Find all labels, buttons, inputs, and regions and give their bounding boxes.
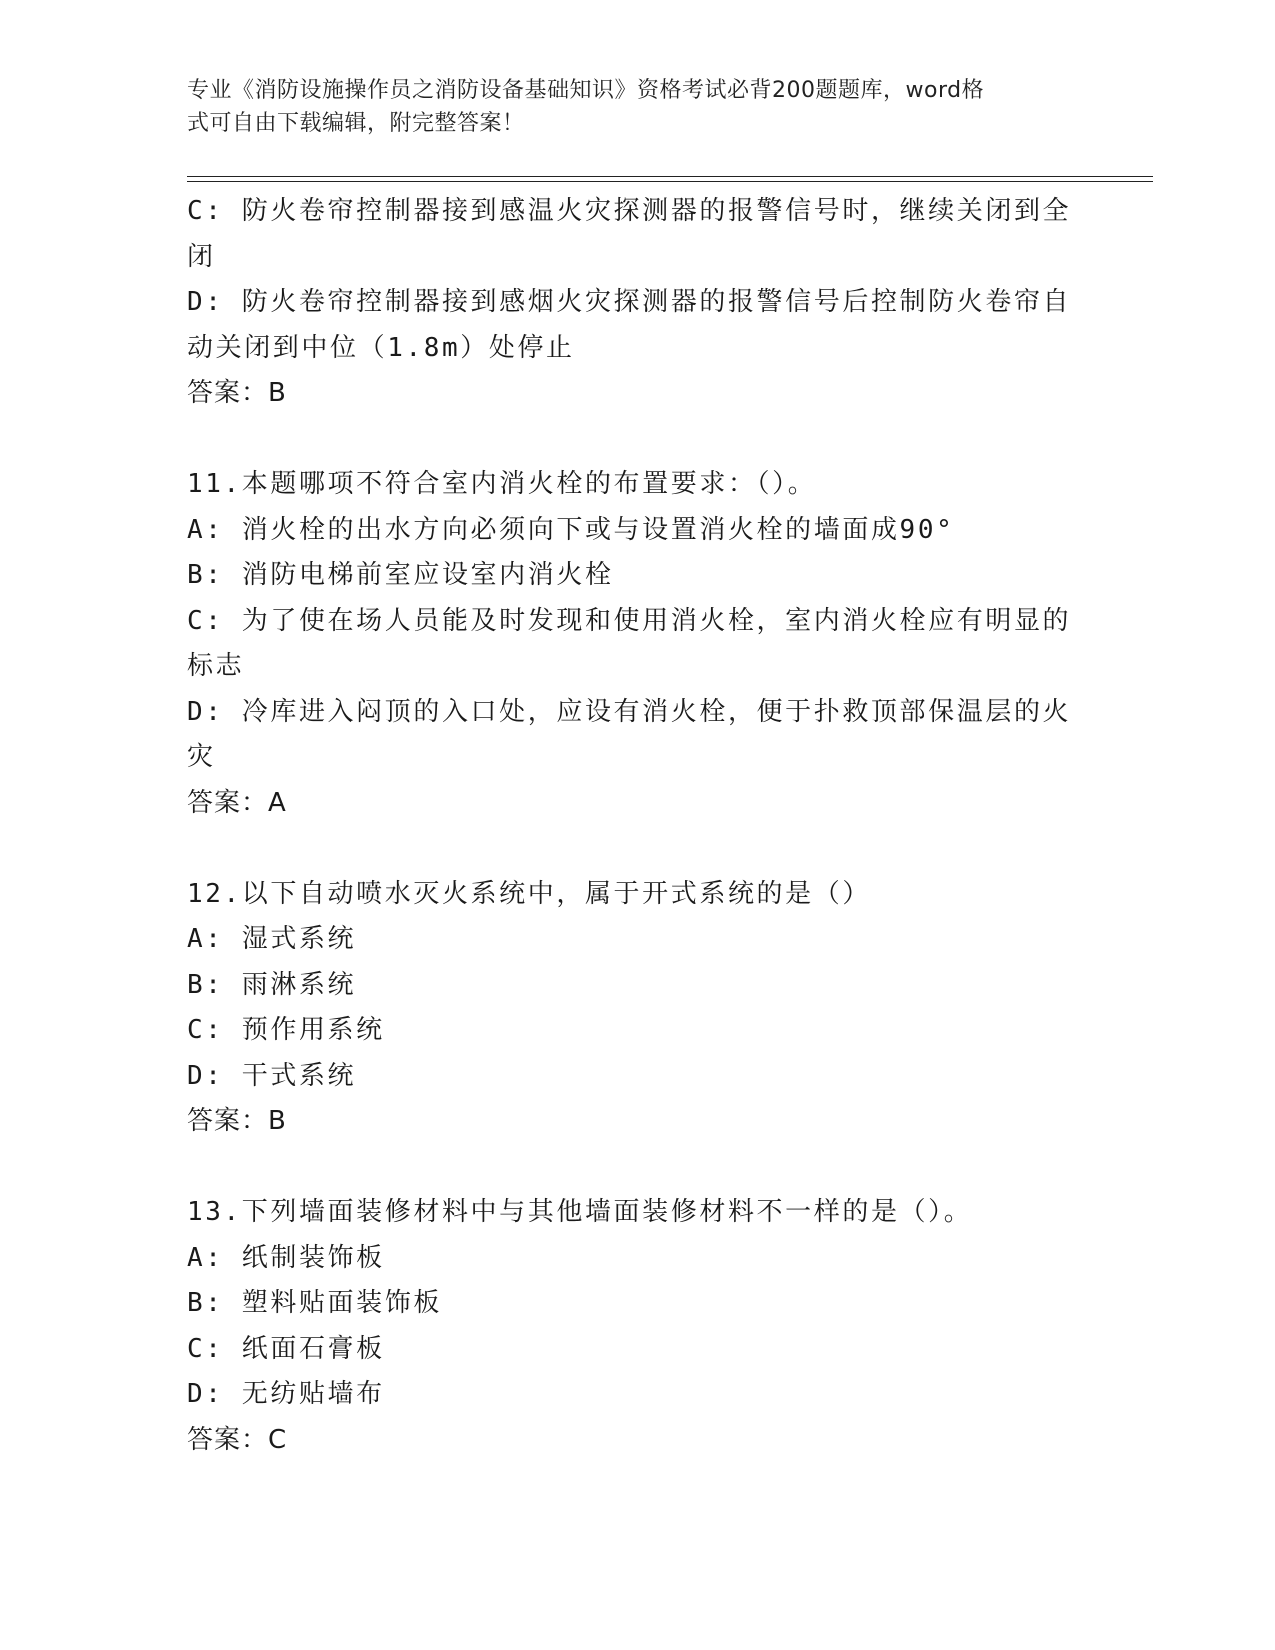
question-stem: 12.以下自动喷水灭火系统中，属于开式系统的是（） [187,878,871,909]
header-rule-top [187,176,1153,177]
option-c-line-2: 标志 [187,651,245,681]
question-content [187,189,1087,1463]
option-c: C: 纸面石膏板 [187,1333,385,1364]
option-c-line-1: C: 为了使在场人员能及时发现和使用消火栓，室内消火栓应有明显的 [187,605,1072,636]
option-a: A: 湿式系统 [187,924,357,954]
question-13 [187,1190,1087,1463]
question-10-continued [187,189,1087,417]
spacer [187,826,1087,872]
answer: 答案：C [187,1424,288,1455]
option-d-line-1: D: 冷库进入闷顶的入口处，应设有消火栓，便于扑救顶部保温层的火 [187,696,1072,727]
document-header [187,74,1067,140]
option-b: B: 雨淋系统 [187,969,357,1000]
question-11 [187,462,1087,826]
option-d: D: 无纺贴墙布 [187,1379,385,1409]
answer: 答案：A [187,787,287,818]
spacer [187,417,1087,463]
header-line-1: 专业《消防设施操作员之消防设备基础知识》资格考试必背200题题库，word格 [187,78,985,103]
option-d-line-1: D: 防火卷帘控制器接到感烟火灾探测器的报警信号后控制防火卷帘自 [187,287,1072,317]
question-12 [187,872,1087,1145]
question-stem: 11.本题哪项不符合室内消火栓的布置要求：（）。 [187,469,817,499]
answer: 答案：B [187,1106,287,1136]
option-d-line-2: 动关闭到中位（1.8m）处停止 [187,332,575,363]
question-stem: 13.下列墙面装修材料中与其他墙面装修材料不一样的是（）。 [187,1197,973,1227]
option-c-line-1: C: 防火卷帘控制器接到感温火灾探测器的报警信号时，继续关闭到全 [187,196,1072,226]
option-b: B: 塑料贴面装饰板 [187,1288,442,1318]
header-rule-bottom [187,181,1153,182]
spacer [187,1145,1087,1191]
option-d-line-2: 灾 [187,742,216,772]
option-d: D: 干式系统 [187,1060,357,1091]
option-a: A: 纸制装饰板 [187,1242,385,1273]
option-c: C: 预作用系统 [187,1015,385,1045]
header-line-2: 式可自由下载编辑，附完整答案！ [187,111,525,136]
option-a: A: 消火栓的出水方向必须向下或与设置消火栓的墙面成90° [187,514,955,545]
option-b: B: 消防电梯前室应设室内消火栓 [187,560,614,590]
answer: 答案：B [187,378,287,408]
option-c-line-2: 闭 [187,241,216,272]
